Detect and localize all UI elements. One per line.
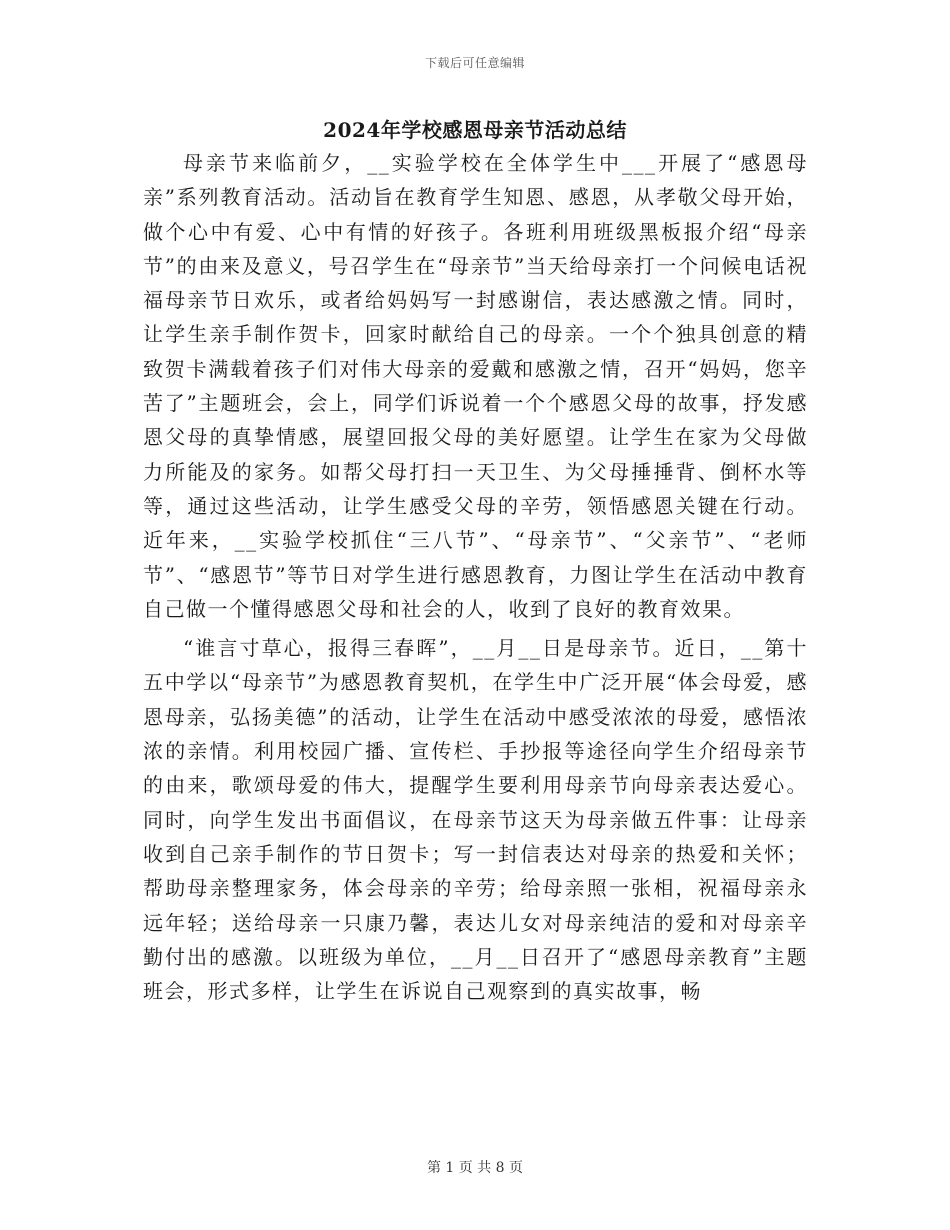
document-body bbox=[143, 146, 808, 1013]
header-note: 下载后可任意编辑 bbox=[424, 56, 525, 70]
paragraph-2: “谁言寸草心，报得三春晖”，__月__日是母亲节。近日，__第十五中学以“母亲节”为感恩教育契机，在学生中广泛开展“体会母爱，感恩母亲，弘扬美德”的活动，让学生在活动中感受浓浓的母爱，感悟浓浓的亲情。利用校园广播、宣传栏、手抄报等途径向学生介绍母亲节的由来，歌颂母爱的伟大，提醒学生要利用母亲节向母亲表达爱心。同时，向学生发出书面倡议，在母亲节这天为母亲做五件事：让母亲收到自己亲手制作的节日贺卡；写一封信表达对母亲的热爱和关怀；帮助母亲整理家务，体会母亲的辛劳；给母亲照一张相，祝福母亲永远年轻；送给母亲一只康乃馨，表达儿女对母亲纯洁的爱和对母亲辛勤付出的感激。以班级为单位，__月__日召开了“感恩母亲教育”主题班会，形式多样，让学生在诉说自己观察到的真实故事，畅 bbox=[143, 636, 808, 1004]
document-title: 2024年学校感恩母亲节活动总结 bbox=[323, 118, 627, 142]
paragraph-1: 母亲节来临前夕，__实验学校在全体学生中___开展了“感恩母亲”系列教育活动。活动旨在教育学生知恩、感恩，从孝敬父母开始，做个心中有爱、心中有情的好孩子。各班利用班级黑板报介绍“母亲节”的由来及意义，号召学生在“母亲节”当天给母亲打一个问候电话祝福母亲节日欢乐，或者给妈妈写一封感谢信，表达感激之情。同时，让学生亲手制作贺卡，回家时献给自己的母亲。一个个独具创意的精致贺卡满载着孩子们对伟大母亲的爱戴和感激之情，召开“妈妈，您辛苦了”主题班会，会上，同学们诉说着一个个感恩父母的故事，抒发感恩父母的真挚情感，展望回报父母的美好愿望。让学生在家为父母做力所能及的家务。如帮父母打扫一天卫生、为父母捶捶背、倒杯水等等，通过这些活动，让学生感受父母的辛劳，领悟感恩关键在行动。近年来，__实验学校抓住“三八节”、“母亲节”、“父亲节”、“老师节”、“感恩节”等节日对学生进行感恩教育，力图让学生在活动中教育自己做一个懂得感恩父母和社会的人，收到了良好的教育效果。 bbox=[143, 151, 808, 621]
page-indicator: 第 1 页 共 8 页 bbox=[426, 1160, 524, 1176]
